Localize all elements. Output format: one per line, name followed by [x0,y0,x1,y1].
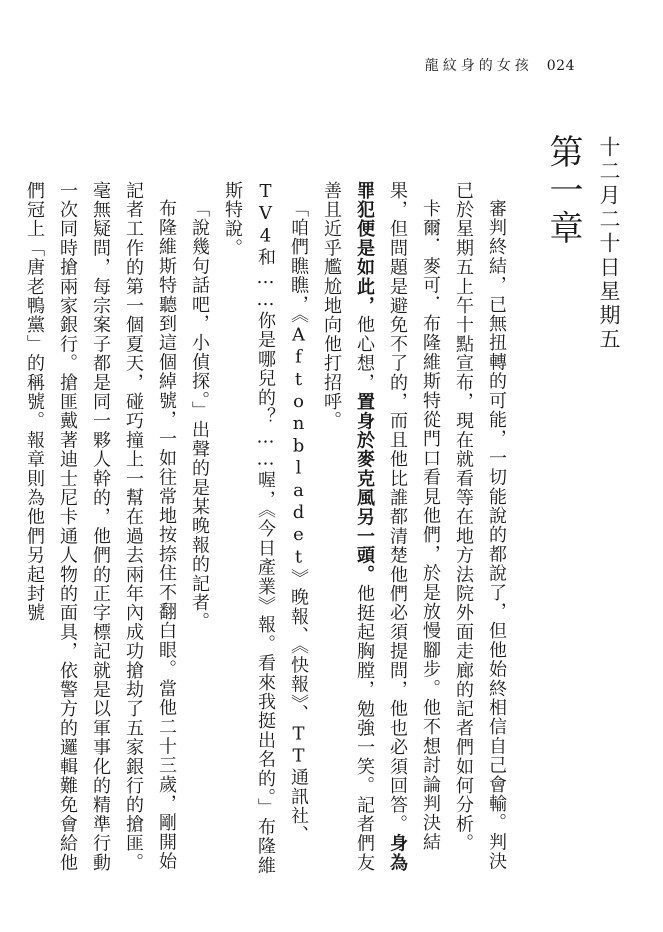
paragraph-1: 審判終結，已無扭轉的可能，一切能說的都說了，但他始終相信自己會輸。判決已於星期五上午十點宣布，現在就看等在地方法院外面走廊的記者們如何分析。 [453,181,507,871]
book-title: 龍紋身的女孩 [424,58,533,74]
paragraph-4: 「說幾句話吧，小偵探。」出聲的是某晚報的記者。 [189,199,210,632]
paragraph-2-part-b: 他心想， [354,315,375,393]
body-text [0,181,513,881]
page-number: 024 [546,58,575,74]
chapter-subtitle: 十二月二十日星期五 [597,136,621,352]
paragraph-2-bold-2: 置身於麥克風另一頭。 [354,392,375,585]
chapter-title: 第一章 [543,134,583,248]
paragraph-3: 「咱們瞧瞧，《Aftonbladet》晚報、《快報》、TT通訊社、TV4和……你是哪兒的？……喔，《今日產業》報。看來我挺出名的。」布隆維斯特說。 [222,181,309,876]
running-header [425,55,575,75]
paragraph-2-part-a: 卡爾．麥可．布隆維斯特從門口看見他們，於是放慢腳步。他不想討論判決結果，但問題是避免不了的，而且他比誰都清楚他們必須提問，他也必須回答。 [387,181,441,852]
paragraph-2 [315,181,447,881]
paragraph-5: 布隆維斯特聽到這個綽號，一如往常地按捺住不翻白眼。當他二十三歲，剛開始記者工作的第一個夏天，碰巧撞上一幫在過去兩年內成功搶劫了五家銀行的搶匪。毫無疑問，每宗案子都是同一夥人幹的，他們的正字標記就是以軍事化的精準行動一次同時搶兩家銀行。搶匪戴著迪士尼卡通人物的面具，依警方的邏輯難免會給他們冠上「唐老鴨黨」的稱號。報章則為他們另起封號 [24,181,177,873]
paragraph-2-part-c: 他挺起胸膛，勉強一笑。記者們友善且近乎尷尬地向他打招呼。 [321,181,375,873]
paragraph-2-bold: 身為罪犯便是如此， [354,181,408,873]
